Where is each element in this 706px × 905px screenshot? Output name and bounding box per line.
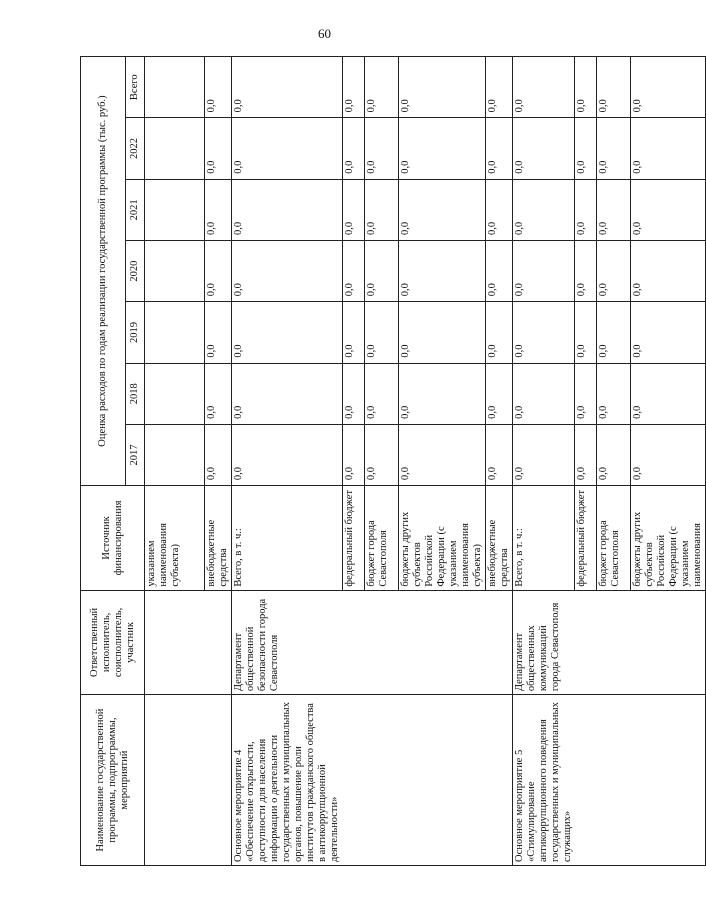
cell-value: 0,0 [485,179,512,240]
cell-value: 0,0 [342,302,364,363]
cell-total: 0,0 [512,57,575,118]
cell-value: 0,0 [631,118,706,179]
cell-value: 0,0 [512,302,575,363]
cell-name [364,695,398,866]
cell-source: внебюджетные средства [485,486,512,591]
budget-table-sheet [80,56,703,866]
cell-responsible [145,590,205,695]
cell-value [145,240,205,301]
cell-value: 0,0 [512,179,575,240]
cell-value: 0,0 [342,179,364,240]
cell-source: внебюджетные средства [205,486,232,591]
cell-value: 0,0 [597,424,631,485]
cell-responsible [575,590,597,695]
budget-table [80,56,706,866]
cell-value: 0,0 [205,363,232,424]
cell-responsible [597,590,631,695]
cell-value: 0,0 [631,302,706,363]
cell-name [205,695,232,866]
cell-name [145,695,205,866]
cell-value: 0,0 [485,363,512,424]
cell-value [145,179,205,240]
cell-value: 0,0 [485,118,512,179]
cell-value: 0,0 [631,240,706,301]
cell-source: федеральный бюджет [575,486,597,591]
cell-value: 0,0 [398,240,485,301]
cell-total: 0,0 [631,57,706,118]
cell-total: 0,0 [398,57,485,118]
cell-value: 0,0 [205,424,232,485]
cell-name: Основное мероприятие 5 «Стимулирование антикоррупционного поведения государственных и муниципальных служащих» [512,695,575,866]
table-row [597,57,631,866]
table-row [145,57,205,866]
cell-value: 0,0 [205,118,232,179]
cell-name [597,695,631,866]
cell-value: 0,0 [342,118,364,179]
cell-value: 0,0 [398,179,485,240]
cell-value: 0,0 [364,302,398,363]
cell-value: 0,0 [597,118,631,179]
header-responsible: Ответственный исполнитель, соисполнитель, участник [81,590,145,695]
cell-responsible: Департамент общественных коммуникаций города Севастополя [512,590,575,695]
cell-name [485,695,512,866]
cell-value: 0,0 [597,240,631,301]
cell-source: бюджеты других субъектов Российской Федерации (с указанием наименования [631,486,706,591]
header-name: Наименование государственной программы, подпрограммы, мероприятий [81,695,145,866]
cell-value: 0,0 [398,118,485,179]
cell-value: 0,0 [364,424,398,485]
cell-value: 0,0 [205,179,232,240]
cell-value: 0,0 [232,179,343,240]
cell-source: бюджеты других субъектов Российской Федерации (с указанием наименования субъекта) [398,486,485,591]
header-year: 2017 [126,424,145,485]
cell-value [145,424,205,485]
cell-value: 0,0 [232,302,343,363]
cell-total [145,57,205,118]
cell-value: 0,0 [364,363,398,424]
cell-responsible: Департамент общественной безопасности города Севастополя [232,590,343,695]
cell-total: 0,0 [597,57,631,118]
header-year: 2022 [126,118,145,179]
cell-value: 0,0 [512,240,575,301]
cell-total: 0,0 [342,57,364,118]
cell-total: 0,0 [485,57,512,118]
cell-value: 0,0 [364,179,398,240]
cell-value: 0,0 [512,363,575,424]
cell-name [342,695,364,866]
table-row [512,57,575,866]
cell-value: 0,0 [631,424,706,485]
cell-value: 0,0 [232,240,343,301]
cell-source: указанием наименования субъекта) [145,486,205,591]
table-row [364,57,398,866]
table-row [575,57,597,866]
cell-value: 0,0 [398,302,485,363]
cell-name: Основное мероприятие 4 «Обеспечение открытости, доступности для населения информации о деятельности государственных и муниципальных органов, повышение роли институтов гражданского общества в антикоррупционной деятельности» [232,695,343,866]
cell-value: 0,0 [232,363,343,424]
cell-value: 0,0 [485,424,512,485]
page-number: 60 [318,26,331,41]
cell-responsible [485,590,512,695]
cell-value: 0,0 [364,118,398,179]
cell-value: 0,0 [575,424,597,485]
header-year: 2019 [126,302,145,363]
table-row [631,57,706,866]
cell-responsible [205,590,232,695]
cell-value: 0,0 [232,118,343,179]
table-row [398,57,485,866]
cell-value: 0,0 [364,240,398,301]
cell-value: 0,0 [575,179,597,240]
header-total: Всего [126,57,145,118]
cell-value: 0,0 [232,424,343,485]
cell-value: 0,0 [631,363,706,424]
header-source: Источник финансирования [81,486,145,591]
header-estimate: Оценка расходов по годам реализации государственной программы (тыс. руб.) [81,57,126,486]
cell-responsible [342,590,364,695]
cell-value: 0,0 [205,240,232,301]
cell-name [575,695,597,866]
cell-value: 0,0 [597,302,631,363]
cell-source: федеральный бюджет [342,486,364,591]
cell-value [145,363,205,424]
cell-responsible [364,590,398,695]
cell-value: 0,0 [398,363,485,424]
cell-total: 0,0 [232,57,343,118]
cell-value: 0,0 [512,118,575,179]
cell-value: 0,0 [512,424,575,485]
table-row [205,57,232,866]
cell-responsible [631,590,706,695]
cell-value: 0,0 [575,118,597,179]
cell-source: Всего, в т. ч.: [512,486,575,591]
table-body [145,57,706,866]
cell-value: 0,0 [575,363,597,424]
cell-value: 0,0 [205,302,232,363]
cell-name [398,695,485,866]
table-row [232,57,343,866]
cell-value: 0,0 [485,240,512,301]
cell-value: 0,0 [342,240,364,301]
cell-value: 0,0 [597,179,631,240]
cell-total: 0,0 [205,57,232,118]
header-year: 2020 [126,240,145,301]
cell-value: 0,0 [342,424,364,485]
table-row [342,57,364,866]
header-year: 2018 [126,363,145,424]
header-year: 2021 [126,179,145,240]
cell-value: 0,0 [631,179,706,240]
cell-value: 0,0 [575,302,597,363]
cell-value: 0,0 [398,424,485,485]
cell-value: 0,0 [597,363,631,424]
cell-value [145,118,205,179]
cell-total: 0,0 [364,57,398,118]
cell-source: Всего, в т. ч.: [232,486,343,591]
cell-name [631,695,706,866]
cell-value: 0,0 [575,240,597,301]
cell-value: 0,0 [485,302,512,363]
cell-source: бюджет города Севастополя [597,486,631,591]
cell-value: 0,0 [342,363,364,424]
cell-value [145,302,205,363]
cell-source: бюджет города Севастополя [364,486,398,591]
cell-responsible [398,590,485,695]
table-row [485,57,512,866]
cell-total: 0,0 [575,57,597,118]
